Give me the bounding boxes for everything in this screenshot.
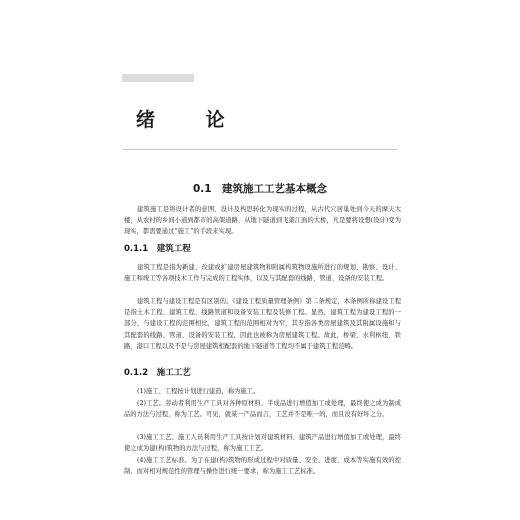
section-title: 0.1 建筑施工工艺基本概念 [192, 183, 328, 195]
section-intro-paragraph: 建筑施工是将设计者的意图、设计及构思转化为现实的过程，从古代穴居巢处到今天的摩天大楼，从农村的乡间小道到都市的高架道路，从地下隧道到飞架江面的大桥，凡是要将设想(设计)变为现实，都需要通过“施工”的手段来实现。 [124, 206, 401, 236]
chapter-divider [122, 149, 398, 150]
building-engineering-paragraph-1: 建筑工程是指为新建、改建或扩建房屋建筑物和附属构筑物设施所进行的规划、勘察、设计、施工和竣工等各项技术工作与完成的工程实体，以及与其配套的线路、管道、设备的安装工程。 [124, 264, 401, 283]
construction-technology-item-1: (1)施工、工程按计划进行建造，称为施工。 [137, 388, 260, 395]
building-engineering-paragraph-2: 建筑工程与建设工程是有区别的。《建设工程质量管理条例》第二条规定，本条例所称建设工程是指土木工程、建筑工程、线路管道和设备安装工程及装修工程。显然，建筑工程为建设工程的一部分，与建设工程的范围相比，建筑工程的范围相对为窄，其专指各类房屋建筑及其附属设施和与其配套的线路、管道、设备的安装工程，因此也被称为房屋建筑工程。故此，桥梁、水利枢纽、铁路、港口工程以及不是与房屋建筑相配套的地下隧道等工程均不属于建筑工程范畴。 [124, 298, 401, 350]
construction-technology-item-2: (2)工艺。劳动者利用生产工具对各种原材料、半成品进行增值加工或处理，最终使之成为制成品的方法与过程，称为工艺。可见，就某一产品而言，工艺并不是唯一的，而且没有好坏之分。 [124, 400, 401, 419]
construction-technology-item-3: (3)施工工艺。施工人员利用生产工具按计划对建筑材料、建筑产品进行增值加工或处理，最终使之成为建(构)筑物的方法与过程，称为施工工艺。 [124, 434, 401, 453]
header-bar [122, 74, 194, 82]
chapter-title: 绪 论 [136, 109, 247, 131]
subsection-title-building-engineering: 0.1.1 建筑工程 [124, 244, 191, 254]
subsection-title-construction-technology: 0.1.2 施工工艺 [124, 368, 191, 378]
construction-technology-item-4: (4)施工工艺标准。为了在建(构)筑物的形成过程中对质量、安全、进度、成本等实施有效的控制，而对相对规范性的管理与操作进行统一要求，称为施工工艺标准。 [124, 457, 401, 476]
